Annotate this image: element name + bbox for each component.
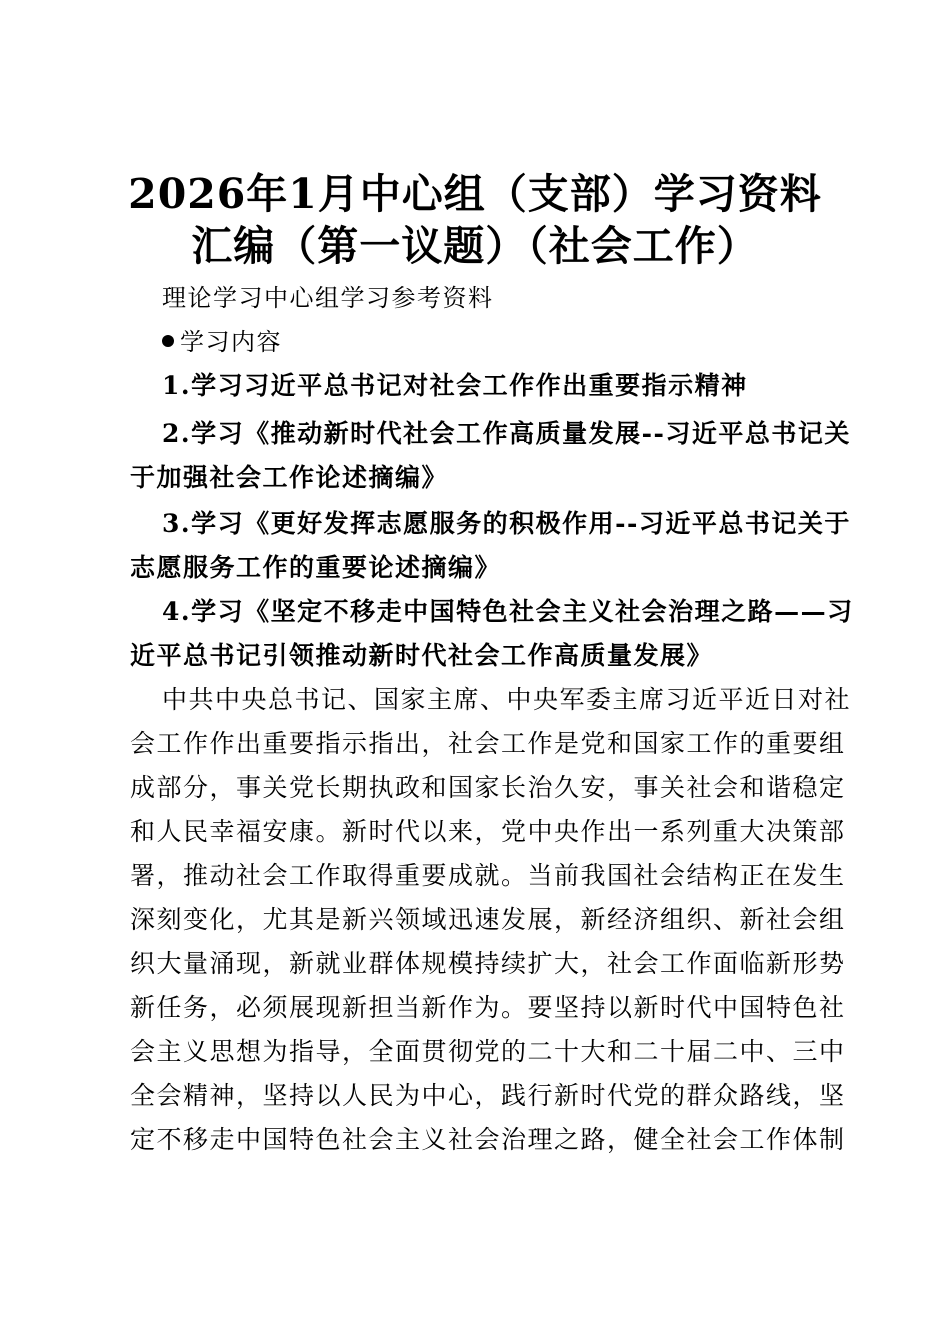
study-item-2-line-1: 2.学习《推动新时代社会工作高质量发展--习近平总书记关 [162,419,851,448]
study-item-4-line-1: 4.学习《坚定不移走中国特色社会主义社会治理之路——习 [162,597,854,626]
document-subtitle: 理论学习中心组学习参考资料 [162,284,494,312]
body-line-6: 深刻变化，尤其是新兴领域迅速发展，新经济组织、新社会组 [130,905,846,934]
section-heading [162,327,862,357]
document-title-line-1: 2026年1月中心组（支部）学习资料 [128,170,822,218]
body-line-8: 新任务，必须展现新担当新作为。要坚持以新时代中国特色社 [130,993,846,1022]
body-line-10: 全会精神，坚持以人民为中心，践行新时代党的群众路线，坚 [130,1081,846,1110]
study-item-3-line-1: 3.学习《更好发挥志愿服务的积极作用--习近平总书记关于 [162,509,851,538]
study-item-4-line-2: 近平总书记引领推动新时代社会工作高质量发展》 [130,641,714,670]
study-item-2-line-2: 于加强社会工作论述摘编》 [130,463,449,492]
body-line-9: 会主义思想为指导，全面贯彻党的二十大和二十届二中、三中 [130,1037,846,1066]
body-line-4: 和人民幸福安康。新时代以来，党中央作出一系列重大决策部 [130,817,846,846]
body-line-1: 中共中央总书记、国家主席、中央军委主席习近平近日对社 [162,685,852,714]
body-line-7: 织大量涌现，新就业群体规模持续扩大，社会工作面临新形势 [130,949,846,978]
document-title-line-2: 汇编（第一议题）（社会工作） [191,222,759,270]
body-line-3: 成部分，事关党长期执政和国家长治久安，事关社会和谐稳定 [130,773,846,802]
bullet-icon [162,335,174,347]
section-heading-text: 学习内容 [180,328,282,356]
body-line-5: 署，推动社会工作取得重要成就。当前我国社会结构正在发生 [130,861,846,890]
study-item-3-line-2: 志愿服务工作的重要论述摘编》 [130,553,502,582]
study-item-1: 1.学习习近平总书记对社会工作作出重要指示精神 [162,371,748,400]
body-line-11: 定不移走中国特色社会主义社会治理之路，健全社会工作体制 [130,1125,846,1154]
body-line-2: 会工作作出重要指示指出，社会工作是党和国家工作的重要组 [130,729,846,758]
